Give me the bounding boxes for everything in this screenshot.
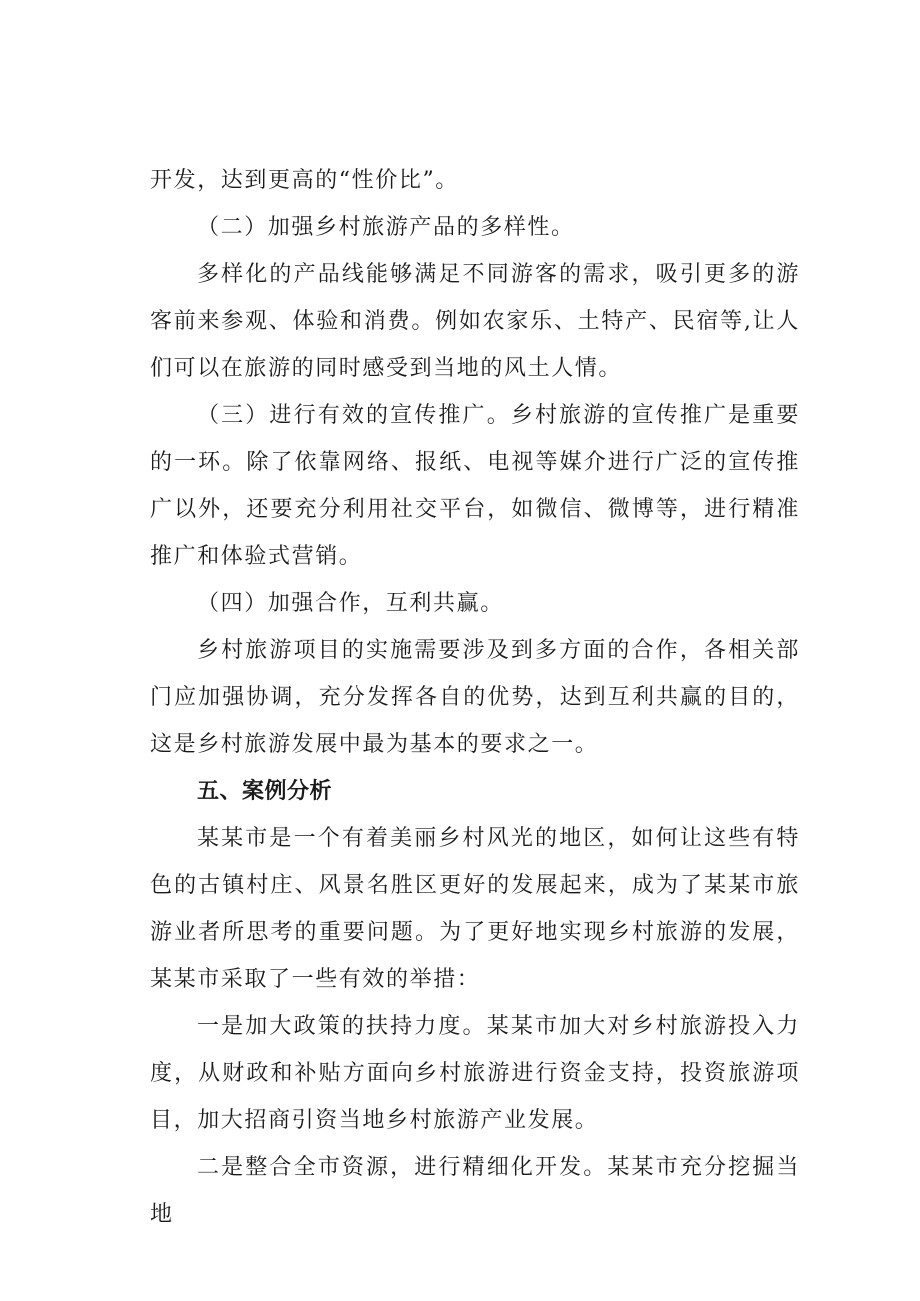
paragraph-promotion: （三）进行有效的宣传推广。乡村旅游的宣传推广是重要的一环。除了依靠网络、报纸、电视等媒介进行广泛的宣传推广以外，还要充分利用社交平台，如微信、微博等，进行精准推广和体验式营销。 <box>150 403 800 569</box>
paragraph-case-intro: 某某市是一个有着美丽乡村风光的地区，如何让这些有特色的古镇村庄、风景名胜区更好的发展起来，成为了某某市旅游业者所思考的重要问题。为了更好地实现乡村旅游的发展，某某市采取了一些有效的举措： <box>150 826 800 992</box>
paragraph-continuation: 开发，达到更高的“性价比”。 <box>150 168 459 193</box>
paragraph-cooperation: 乡村旅游项目的实施需要涉及到多方面的合作，各相关部门应加强协调，充分发挥各自的优势，达到互利共赢的目的，这是乡村旅游发展中最为基本的要求之一。 <box>150 638 800 757</box>
subheading-cooperation: （四）加强合作，互利共赢。 <box>197 591 504 616</box>
subheading-diversity: （二）加强乡村旅游产品的多样性。 <box>197 215 575 240</box>
document-body <box>150 157 800 1238</box>
paragraph-measure-one: 一是加大政策的扶持力度。某某市加大对乡村旅游投入力度，从财政和补贴方面向乡村旅游进行资金支持，投资旅游项目，加大招商引资当地乡村旅游产业发展。 <box>150 1014 800 1133</box>
paragraph-diversity: 多样化的产品线能够满足不同游客的需求，吸引更多的游客前来参观、体验和消费。例如农家乐、土特产、民宿等,让人们可以在旅游的同时感受到当地的风土人情。 <box>150 262 800 381</box>
section-heading-case-analysis: 五、案例分析 <box>197 779 333 804</box>
paragraph-measure-two: 二是整合全市资源，进行精细化开发。某某市充分挖掘当地 <box>150 1155 800 1227</box>
